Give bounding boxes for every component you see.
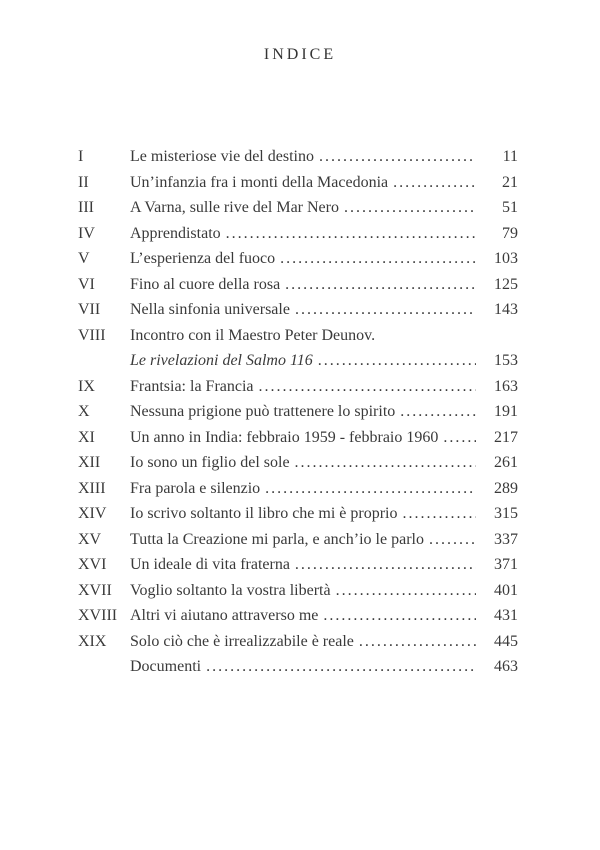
page-number: 143 <box>494 301 518 318</box>
chapter-title: Le misteriose vie del destino <box>130 148 314 165</box>
chapter-title: Apprendistato <box>130 224 221 242</box>
page-number: 289 <box>494 479 518 497</box>
chapter-numeral: VI <box>78 275 95 293</box>
chapter-numeral: II <box>78 173 89 191</box>
chapter-title: Fino al cuore della rosa <box>130 275 281 293</box>
page-number: 21 <box>502 173 518 191</box>
leader-dots <box>295 450 476 476</box>
chapter-title: Nessuna prigione può trattenere lo spirito <box>130 403 396 420</box>
chapter-numeral: IV <box>78 224 95 242</box>
toc-entry <box>78 144 518 170</box>
chapter-title: Incontro con il Maestro Peter Deunov. <box>130 326 376 344</box>
chapter-title: Voglio soltanto la vostra libertà <box>130 581 331 599</box>
page-number: 463 <box>494 658 518 675</box>
toc-entry <box>78 221 518 247</box>
leader-dots <box>295 297 476 323</box>
toc-entry <box>78 629 518 655</box>
toc-entry <box>78 578 518 604</box>
leader-dots <box>226 221 476 247</box>
leader-dots <box>336 578 476 604</box>
toc-entry <box>78 297 518 323</box>
page-number: 191 <box>494 403 518 420</box>
chapter-title: Un ideale di vita fraterna <box>130 556 290 573</box>
chapter-numeral: XV <box>78 530 102 548</box>
chapter-numeral: XI <box>78 428 95 446</box>
page-number: 261 <box>494 454 518 471</box>
chapter-numeral: I <box>78 148 84 165</box>
chapter-numeral: IX <box>78 377 95 395</box>
toc-list <box>78 144 518 680</box>
leader-dots <box>319 144 476 170</box>
toc-entry-line2 <box>78 348 518 374</box>
leader-dots <box>259 374 476 400</box>
leader-dots <box>295 552 476 578</box>
toc-entry <box>78 170 518 196</box>
leader-dots <box>359 629 476 655</box>
chapter-numeral: XVII <box>78 581 112 599</box>
leader-dots <box>429 527 476 553</box>
page-number: 51 <box>502 199 518 216</box>
toc-entry <box>78 552 518 578</box>
page-number: 103 <box>494 250 518 267</box>
toc-entry <box>78 450 518 476</box>
chapter-numeral: XII <box>78 454 101 471</box>
chapter-title: Io scrivo soltanto il libro che mi è proprio <box>130 505 398 522</box>
page-number: 153 <box>494 352 518 369</box>
page-number: 79 <box>502 224 518 242</box>
chapter-title: Fra parola e silenzio <box>130 479 261 497</box>
page-number: 315 <box>494 505 518 522</box>
chapter-numeral: XVI <box>78 556 107 573</box>
chapter-title: Io sono un figlio del sole <box>130 454 290 471</box>
leader-dots <box>323 603 476 629</box>
toc-entry <box>78 425 518 451</box>
toc-entry <box>78 527 518 553</box>
page-number: 371 <box>494 556 518 573</box>
page-number: 163 <box>494 377 518 395</box>
toc-entry <box>78 399 518 425</box>
chapter-title: Altri vi aiutano attraverso me <box>130 607 319 624</box>
chapter-numeral: III <box>78 199 94 216</box>
chapter-title: Un’infanzia fra i monti della Macedonia <box>130 173 389 191</box>
page-number: 445 <box>494 632 518 650</box>
chapter-title: Nella sinfonia universale <box>130 301 290 318</box>
chapter-title: Tutta la Creazione mi parla, e anch’io le parlo <box>130 530 424 548</box>
toc-entry-line1 <box>78 323 518 349</box>
leader-dots <box>393 170 476 196</box>
leader-dots <box>403 501 477 527</box>
leader-dots <box>285 272 476 298</box>
page-number: 11 <box>502 148 518 165</box>
toc-entry <box>78 501 518 527</box>
chapter-numeral: XIX <box>78 632 107 650</box>
leader-dots <box>206 654 476 680</box>
page-number: 401 <box>494 581 518 599</box>
chapter-subtitle: Le rivelazioni del Salmo 116 <box>130 352 313 369</box>
toc-entry <box>78 272 518 298</box>
toc-entry <box>78 476 518 502</box>
chapter-title: Solo ciò che è irrealizzabile è reale <box>130 632 354 650</box>
chapter-numeral: XVIII <box>78 607 118 624</box>
chapter-numeral: XIV <box>78 505 107 522</box>
leader-dots <box>265 476 476 502</box>
page-title: INDICE <box>263 46 337 63</box>
chapter-numeral: X <box>78 403 90 420</box>
page-number: 125 <box>494 275 518 293</box>
page-number: 337 <box>494 530 518 548</box>
leader-dots <box>280 246 476 272</box>
toc-entry <box>78 246 518 272</box>
chapter-title: L’esperienza del fuoco <box>130 250 276 267</box>
chapter-title: Frantsia: la Francia <box>130 377 254 395</box>
leader-dots <box>400 399 476 425</box>
leader-dots <box>318 348 476 374</box>
chapter-title: A Varna, sulle rive del Mar Nero <box>130 199 339 216</box>
leader-dots <box>344 195 476 221</box>
page-number: 431 <box>494 607 518 624</box>
toc-entry <box>78 603 518 629</box>
chapter-title: Un anno in India: febbraio 1959 - febbraio 1960 <box>130 428 439 446</box>
toc-entry <box>78 654 518 680</box>
chapter-numeral: XIII <box>78 479 106 497</box>
chapter-numeral: V <box>78 250 90 267</box>
chapter-title: Documenti <box>130 658 202 675</box>
chapter-numeral: VIII <box>78 326 106 344</box>
toc-entry <box>78 195 518 221</box>
leader-dots <box>443 425 476 451</box>
chapter-numeral: VII <box>78 301 101 318</box>
toc-entry <box>78 374 518 400</box>
page-number: 217 <box>494 428 518 446</box>
